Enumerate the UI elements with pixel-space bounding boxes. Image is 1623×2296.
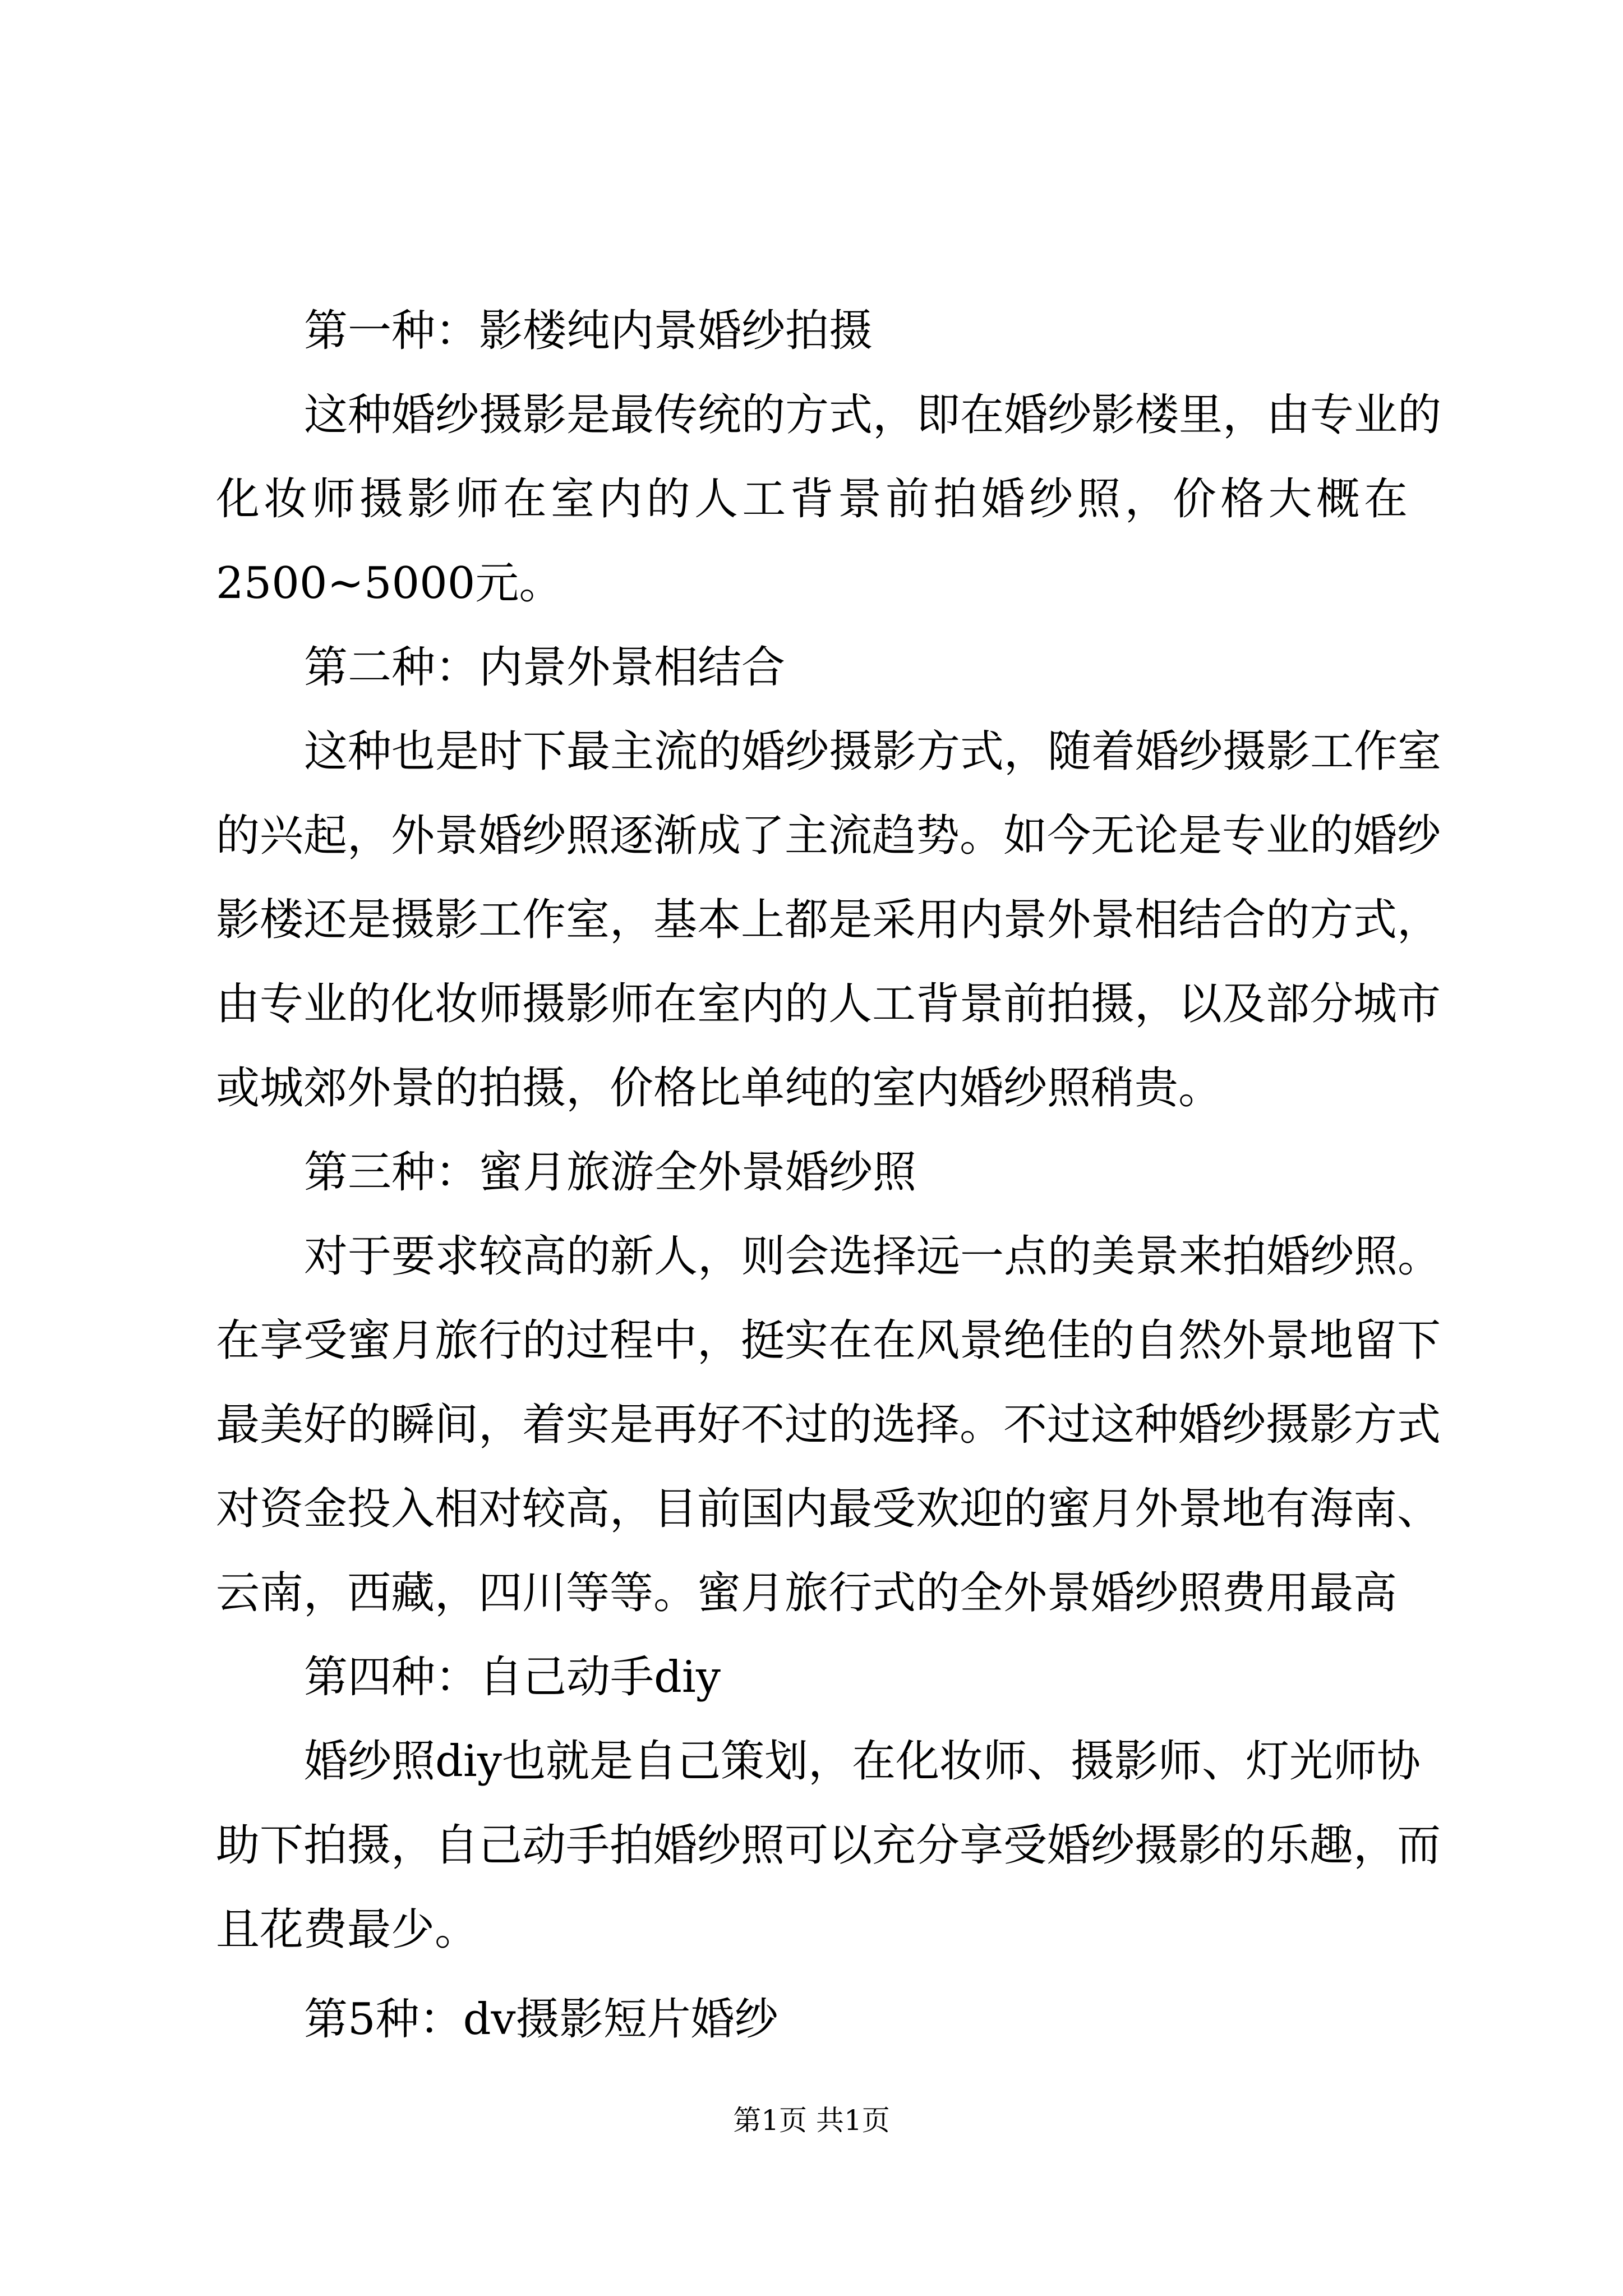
paragraph-line: 这种也是时下最主流的婚纱摄影方式，随着婚纱摄影工作室: [304, 726, 1442, 777]
paragraph-line: 化妆师摄影师在室内的人工背景前拍婚纱照，价格大概在: [216, 474, 1408, 524]
heading-type-1: 第一种：影楼纯内景婚纱拍摄: [304, 306, 873, 356]
paragraph-line: 的兴起，外景婚纱照逐渐成了主流趋势。如今无论是专业的婚纱: [216, 811, 1441, 861]
paragraph-line: 对资金投入相对较高，目前国内最受欢迎的蜜月外景地有海南、: [216, 1484, 1441, 1534]
paragraph-line: 在享受蜜月旅行的过程中，挺实在在风景绝佳的自然外景地留下: [216, 1315, 1441, 1366]
heading-type-2: 第二种：内景外景相结合: [304, 642, 786, 693]
paragraph-line: 对于要求较高的新人，则会选择远一点的美景来拍婚纱照。: [304, 1231, 1442, 1282]
paragraph-line: 婚纱照diy也就是自己策划，在化妆师、摄影师、灯光师协: [304, 1736, 1421, 1787]
paragraph-line: 这种婚纱摄影是最传统的方式，即在婚纱影楼里，由专业的: [304, 390, 1442, 440]
paragraph-line: 助下拍摄，自己动手拍婚纱照可以充分享受婚纱摄影的乐趣，而: [216, 1820, 1441, 1871]
paragraph-line: 影楼还是摄影工作室，基本上都是采用内景外景相结合的方式，: [216, 895, 1441, 945]
heading-type-3: 第三种：蜜月旅游全外景婚纱照: [304, 1147, 917, 1198]
paragraph-line: 2500~5000元。: [216, 558, 563, 609]
paragraph-line: 由专业的化妆师摄影师在室内的人工背景前拍摄，以及部分城市: [216, 979, 1441, 1029]
paragraph-line: 云南，西藏，四川等等。蜜月旅行式的全外景婚纱照费用最高: [216, 1568, 1398, 1618]
heading-type-4: 第四种：自己动手diy: [304, 1652, 721, 1703]
heading-type-5: 第5种：dv摄影短片婚纱: [304, 1994, 778, 2045]
paragraph-line: 或城郊外景的拍摄，价格比单纯的室内婚纱照稍贵。: [216, 1063, 1223, 1114]
page-footer: 第1页 共1页: [733, 2104, 890, 2137]
paragraph-line: 且花费最少。: [216, 1904, 479, 1955]
paragraph-line: 最美好的瞬间，着实是再好不过的选择。不过这种婚纱摄影方式: [216, 1400, 1441, 1450]
